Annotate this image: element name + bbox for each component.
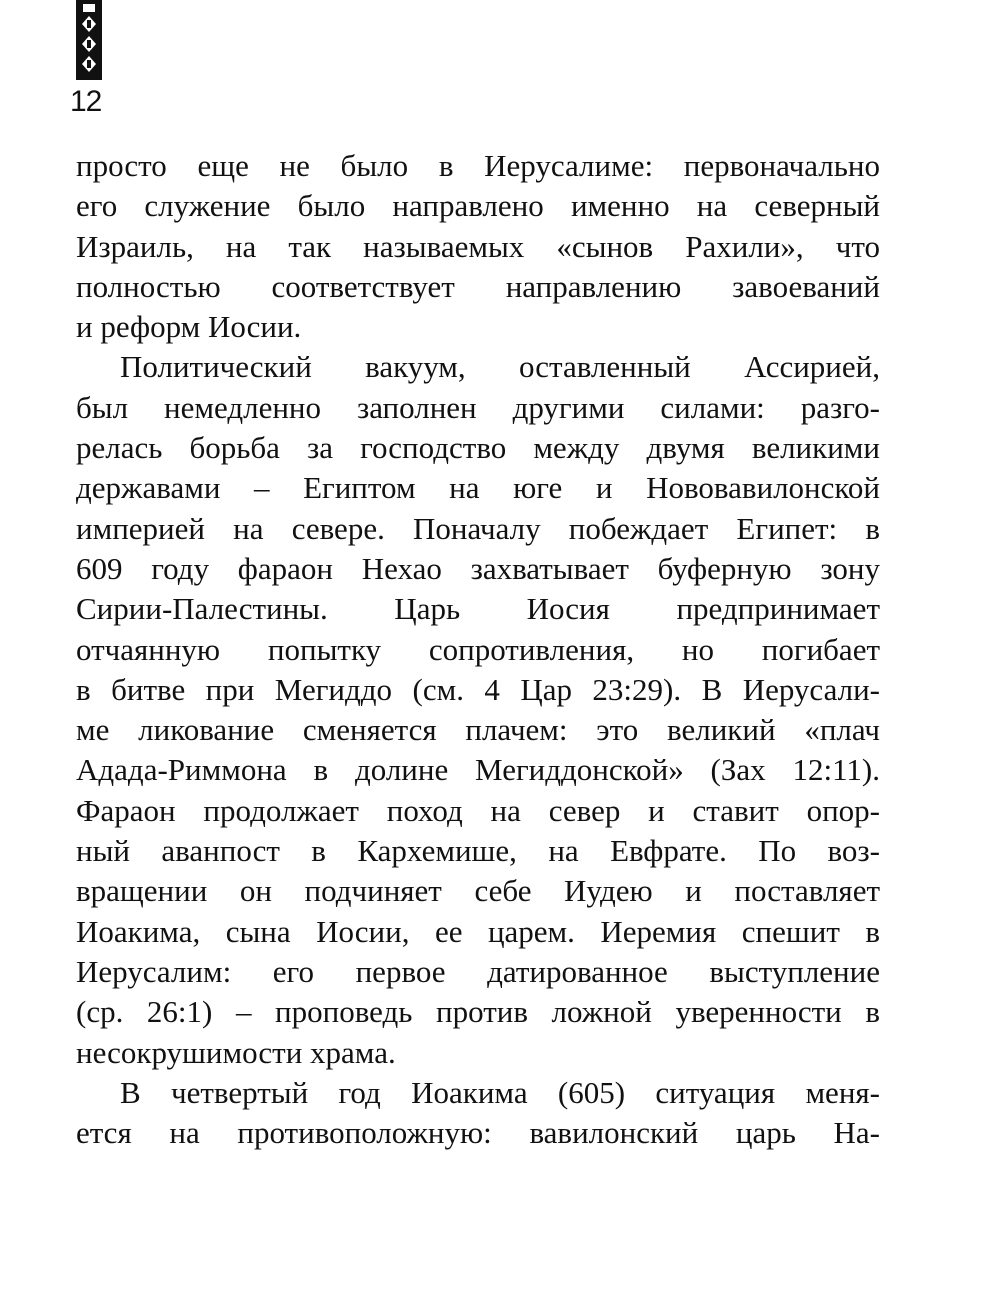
ornamental-border-icon xyxy=(76,0,102,80)
text-line: империей на севере. Поначалу побеждает Египет: в xyxy=(76,510,880,546)
text-line: и реформ Иосии. xyxy=(76,309,302,345)
text-line: державами – Египтом на юге и Нововавилонской xyxy=(76,470,880,506)
text-line: Фараон продолжает поход на север и ставит опор- xyxy=(76,792,880,828)
text-line: его служение было направлено именно на северный xyxy=(76,188,880,224)
text-line: отчаянную попытку сопротивления, но погибает xyxy=(76,631,880,667)
paragraph-2 xyxy=(76,347,880,1072)
text-line: (ср. 26:1) – проповедь против ложной уверенности в xyxy=(76,994,880,1030)
text-line: полностью соответствует направлению завоеваний xyxy=(76,268,880,304)
text-line: просто еще не было в Иерусалиме: первоначально xyxy=(76,148,880,183)
text-line: В четвертый год Иоакима (605) ситуация меня- xyxy=(120,1074,880,1110)
text-line: ме ликование сменяется плачем: это великий «плач xyxy=(76,712,880,748)
text-line: вращении он подчиняет себе Иудею и поставляет xyxy=(76,873,880,909)
text-line: был немедленно заполнен другими силами: разго- xyxy=(76,389,880,425)
text-line: 609 году фараон Нехао захватывает буферную зону xyxy=(76,550,880,586)
text-line: Адада-Риммона в долине Мегиддонской» (Зах 12:11). xyxy=(76,752,880,788)
paragraph-3 xyxy=(76,1073,880,1154)
text-line: ный аванпост в Кархемише, на Евфрате. По воз- xyxy=(76,833,880,869)
text-line: Израиль, на так называемых «сынов Рахили», что xyxy=(76,228,880,264)
text-line: Иоакима, сына Иосии, ее царем. Иеремия спешит в xyxy=(76,913,880,949)
text-line: в битве при Мегиддо (см. 4 Цар 23:29). В Иерусали- xyxy=(76,671,880,707)
page-number: 12 xyxy=(70,85,102,118)
text-line: релась борьба за господство между двумя великими xyxy=(76,430,880,466)
text-line: несокрушимости храма. xyxy=(76,1034,396,1070)
text-line: Сирии-Палестины. Царь Иосия предпринимает xyxy=(76,591,880,627)
text-line: Политический вакуум, оставленный Ассирией, xyxy=(120,349,880,385)
text-line: Иерусалим: его первое датированное выступление xyxy=(76,953,880,989)
paragraph-1 xyxy=(76,146,880,347)
text-line: ется на противоположную: вавилонский царь На- xyxy=(76,1115,880,1151)
body-text xyxy=(76,146,880,1153)
